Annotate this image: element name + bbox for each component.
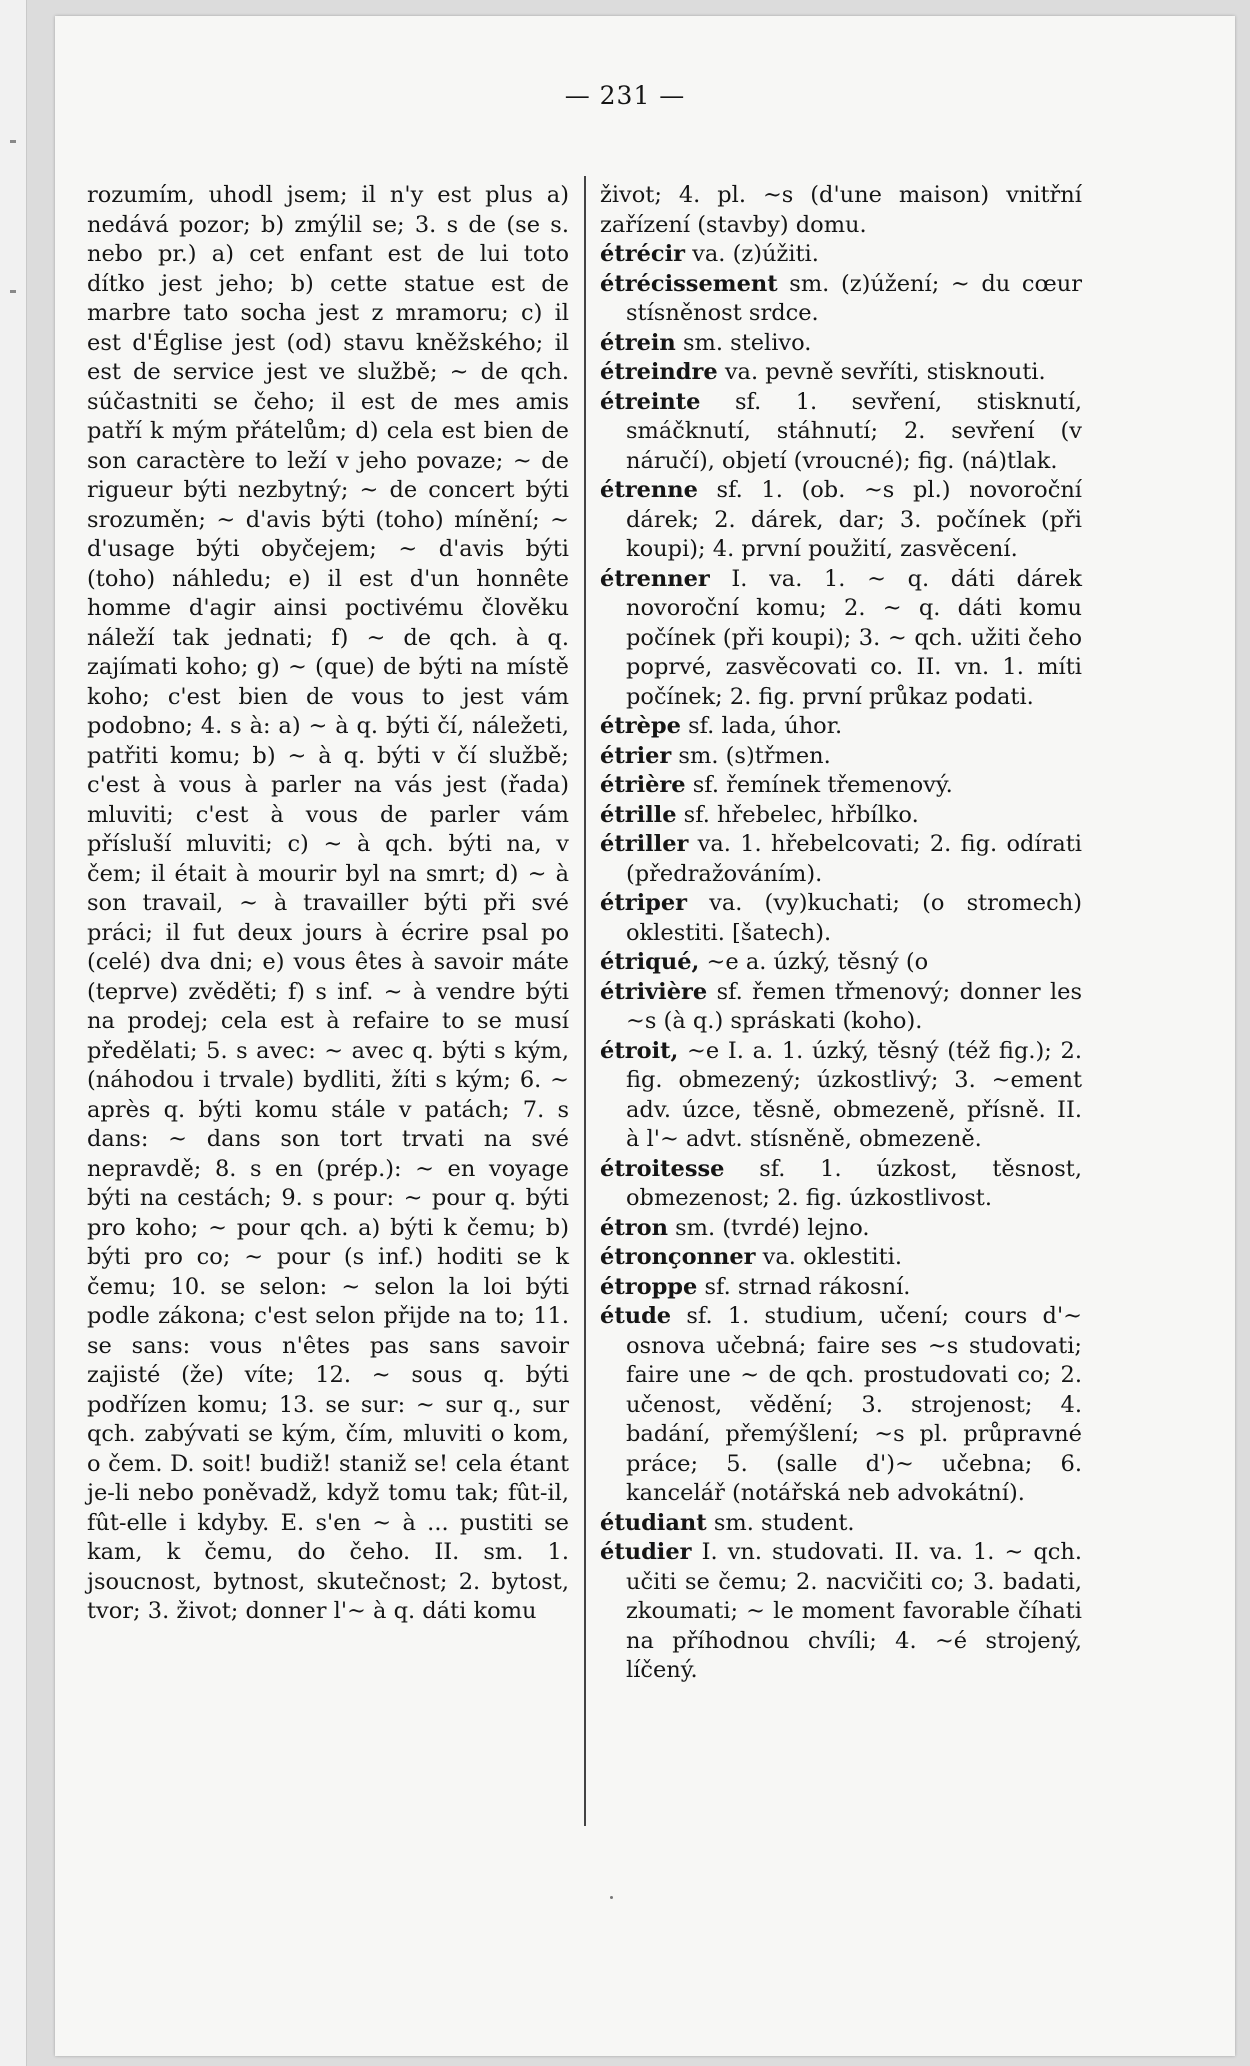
dictionary-entry: étroit, ~e I. a. 1. úzký, těsný (též fig.); 2. fig. obmezený; úzkostlivý; 3. ~ement adv. úzce, těsně, obmezeně, přísně. II. à l'~ advt. stísněně, obmezeně.: [600, 1037, 1082, 1152]
entry-headword: étreindre: [600, 359, 718, 385]
dictionary-entry: étrein sm. stelivo.: [600, 329, 812, 356]
left-column: rozumím, uhodl jsem; il n'y est plus a) nedává pozor; b) zmýlil se; 3. s de (se s. nebo pr.) a) cet enfant est de lui toto dítko jest jeho; b) cette statue est de marbre tato socha jest z mramoru; c) il est d'Église jest (od) stavu kněžského; il est de service jest ve službě; ~ de qch. súčastniti se čeho; il est de mes amis patří k mým přátelům; d) cela est bien de son caractère to leží v jeho povaze; ~ de rigueur býti nezbytný; ~ de concert býti srozuměn; ~ d'avis býti (toho) mínění; ~ d'usage býti obyčejem; ~ d'avis býti (toho) náhledu; e) il est d'un honnête homme d'agir ainsi poctivému člověku náleží tak jednati; f) ~ de qch. à q. zajímati koho; g) ~ (que) de býti na místě koho; c'est bien de vous to jest vám podobno; 4. s à: a) ~ à q. býti čí, náležeti, patřiti komu; b) ~ à q. býti v čí službě; c'est à vous à parler na vás jest (řada) mluviti; c'est à vous de parler vám přísluší mluviti; c) ~ à qch. býti na, v čem; il était à mourir byl na smrt; d) ~ à son travail, ~ à travailler býti při své práci; il fut deux jours à écrire psal po (celé) dva dni; e) vous êtes à savoir máte (teprve) zvěděti; f) s inf. ~ à vendre býti na prodej; cela est à refaire to se musí předělati; 5. s avec: ~ avec q. býti s kým, (náhodou i trvale) bydliti, žíti s kým; 6. ~ après q. býti komu stále v patách; 7. s dans: ~ dans son tort trvati na své nepravdě; 8. s en (prép.): ~ en voyage býti na cestách; 9. s pour: ~ pour q. býti pro koho; ~ pour qch. a) býti k čemu; b) býti pro co; ~ pour (s inf.) hoditi se k čemu; 10. se selon: ~ selon la loi býti podle zákona; c'est selon přijde na to; 11. se sans: vous n'êtes pas sans savoir zajisté (že) víte; 12. ~ sous q. býti podřízen komu; 13. se sur: ~ sur q., sur qch. zabývati se kým, čím, mluviti o kom, o čem. D. soit! budiž! staniž se! cela étant je-li nebo poněvadž, když tomu tak; fût-il, fût-elle i kdyby. E. s'en ~ à ... pustiti se kam, k čemu, do čeho. II. sm. 1. jsoucnost, bytnost, skutečnost; 2. bytost, tvor; 3. život; donner l'~ à q. dáti komu: [87, 182, 569, 1624]
entry-headword: étude: [600, 1303, 672, 1329]
dictionary-entry: étriper va. (vy)kuchati; (o stromech) oklestiti. [šatech).: [600, 890, 1082, 946]
dictionary-page: [55, 16, 1235, 2056]
entry-headword: étroit,: [600, 1037, 679, 1064]
dictionary-entry: étrèpe sf. lada, úhor.: [600, 713, 843, 739]
entry-headword: étrenne: [600, 477, 698, 503]
dictionary-entry: étronçonner va. oklestiti.: [600, 1244, 902, 1270]
continuation-text: život; 4. pl. ~s (d'une maison) vnitřní zařízení (stavby) domu.: [600, 182, 1082, 238]
column-divider: [584, 176, 586, 1826]
dictionary-entry: étudiant sm. student.: [600, 1509, 855, 1536]
dictionary-entry: étreindre va. pevně sevříti, stisknouti.: [600, 359, 1046, 385]
entry-headword: étrenner: [600, 565, 710, 592]
page-number: — 231 —: [564, 81, 686, 110]
entry-headword: étron: [600, 1214, 668, 1241]
right-column: [600, 181, 1082, 1686]
entry-headword: étrivière: [600, 978, 708, 1005]
entry-headword: étrécissement: [600, 270, 778, 297]
entry-headword: étriqué,: [600, 949, 700, 975]
entry-headword: étrécir: [600, 241, 685, 267]
print-speck: [610, 1896, 613, 1899]
dictionary-entry: étrille sf. hřebelec, hřbílko.: [600, 801, 919, 828]
entry-headword: étudiant: [600, 1509, 707, 1536]
entry-headword: étroppe: [600, 1273, 698, 1300]
dictionary-entry: étrière sf. řemínek třemenový.: [600, 772, 953, 798]
dictionary-entry: étude sf. 1. studium, učení; cours d'~ osnova učebná; faire ses ~s studovati; faire une ~ de qch. prostudovati co; 2. učenost, vědění; 3. strojenost; 4. badání, přemýšlení; ~s pl. průpravné práce; 5. (salle d')~ učebna; 6. kancelář (notářská neb advokátní).: [600, 1303, 1082, 1506]
entry-headword: étrière: [600, 772, 686, 798]
dictionary-entry: étrécissement sm. (z)úžení; ~ du cœur stísněnost srdce.: [600, 270, 1082, 326]
dictionary-entry: étrenne sf. 1. (ob. ~s pl.) novoroční dárek; 2. dárek, dar; 3. počínek (při koupi); 4. první použití, zasvěcení.: [600, 477, 1082, 562]
dictionary-entry: étrenner I. va. 1. ~ q. dáti dárek novoroční komu; 2. ~ q. dáti komu počínek (při koupi); 3. ~ qch. užiti čeho poprvé, zasvěcovati co. II. vn. 1. míti počínek; 2. fig. první průkaz podati.: [600, 565, 1082, 710]
dictionary-entry: étrivière sf. řemen třmenový; donner les ~s (à q.) spráskati (koho).: [600, 978, 1082, 1034]
dictionary-entry: étreinte sf. 1. sevření, stisknutí, smáčknutí, stáhnutí; 2. sevření (v náručí), objetí (vroucné); fig. (ná)tlak.: [600, 388, 1082, 474]
dictionary-entry: étrécir va. (z)úžiti.: [600, 241, 819, 267]
dictionary-entry: étroppe sf. strnad rákosní.: [600, 1273, 911, 1300]
entry-headword: étrille: [600, 801, 677, 828]
margin-mark: [10, 140, 16, 143]
dictionary-entry: étron sm. (tvrdé) lejno.: [600, 1214, 870, 1241]
dictionary-entry: étriqué, ~e a. úzký, těsný (o: [600, 949, 929, 975]
entry-headword: étrein: [600, 329, 676, 356]
dictionary-entry: étroitesse sf. 1. úzkost, těsnost, obmezenost; 2. fig. úzkostlivost.: [600, 1155, 1082, 1211]
entry-headword: étroitesse: [600, 1155, 725, 1182]
dictionary-entry: étriller va. 1. hřebelcovati; 2. fig. odírati (předražováním).: [600, 831, 1082, 887]
margin-mark: [10, 290, 16, 293]
dictionary-entry: étrier sm. (s)třmen.: [600, 742, 831, 769]
entry-headword: étrèpe: [600, 713, 681, 739]
entry-headword: étudier: [600, 1539, 692, 1565]
dictionary-entry: étudier I. vn. studovati. II. va. 1. ~ qch. učiti se čemu; 2. nacvičiti co; 3. badati, zkoumati; ~ le moment favorable číhati na příhodnou chvíli; 4. ~é strojený, líčený.: [600, 1539, 1082, 1683]
entry-headword: étreinte: [600, 388, 701, 415]
previous-page-edge: [0, 0, 27, 2066]
entry-headword: étronçonner: [600, 1244, 756, 1270]
entry-headword: étriper: [600, 890, 688, 916]
entry-headword: étriller: [600, 831, 689, 857]
entry-headword: étrier: [600, 742, 672, 769]
